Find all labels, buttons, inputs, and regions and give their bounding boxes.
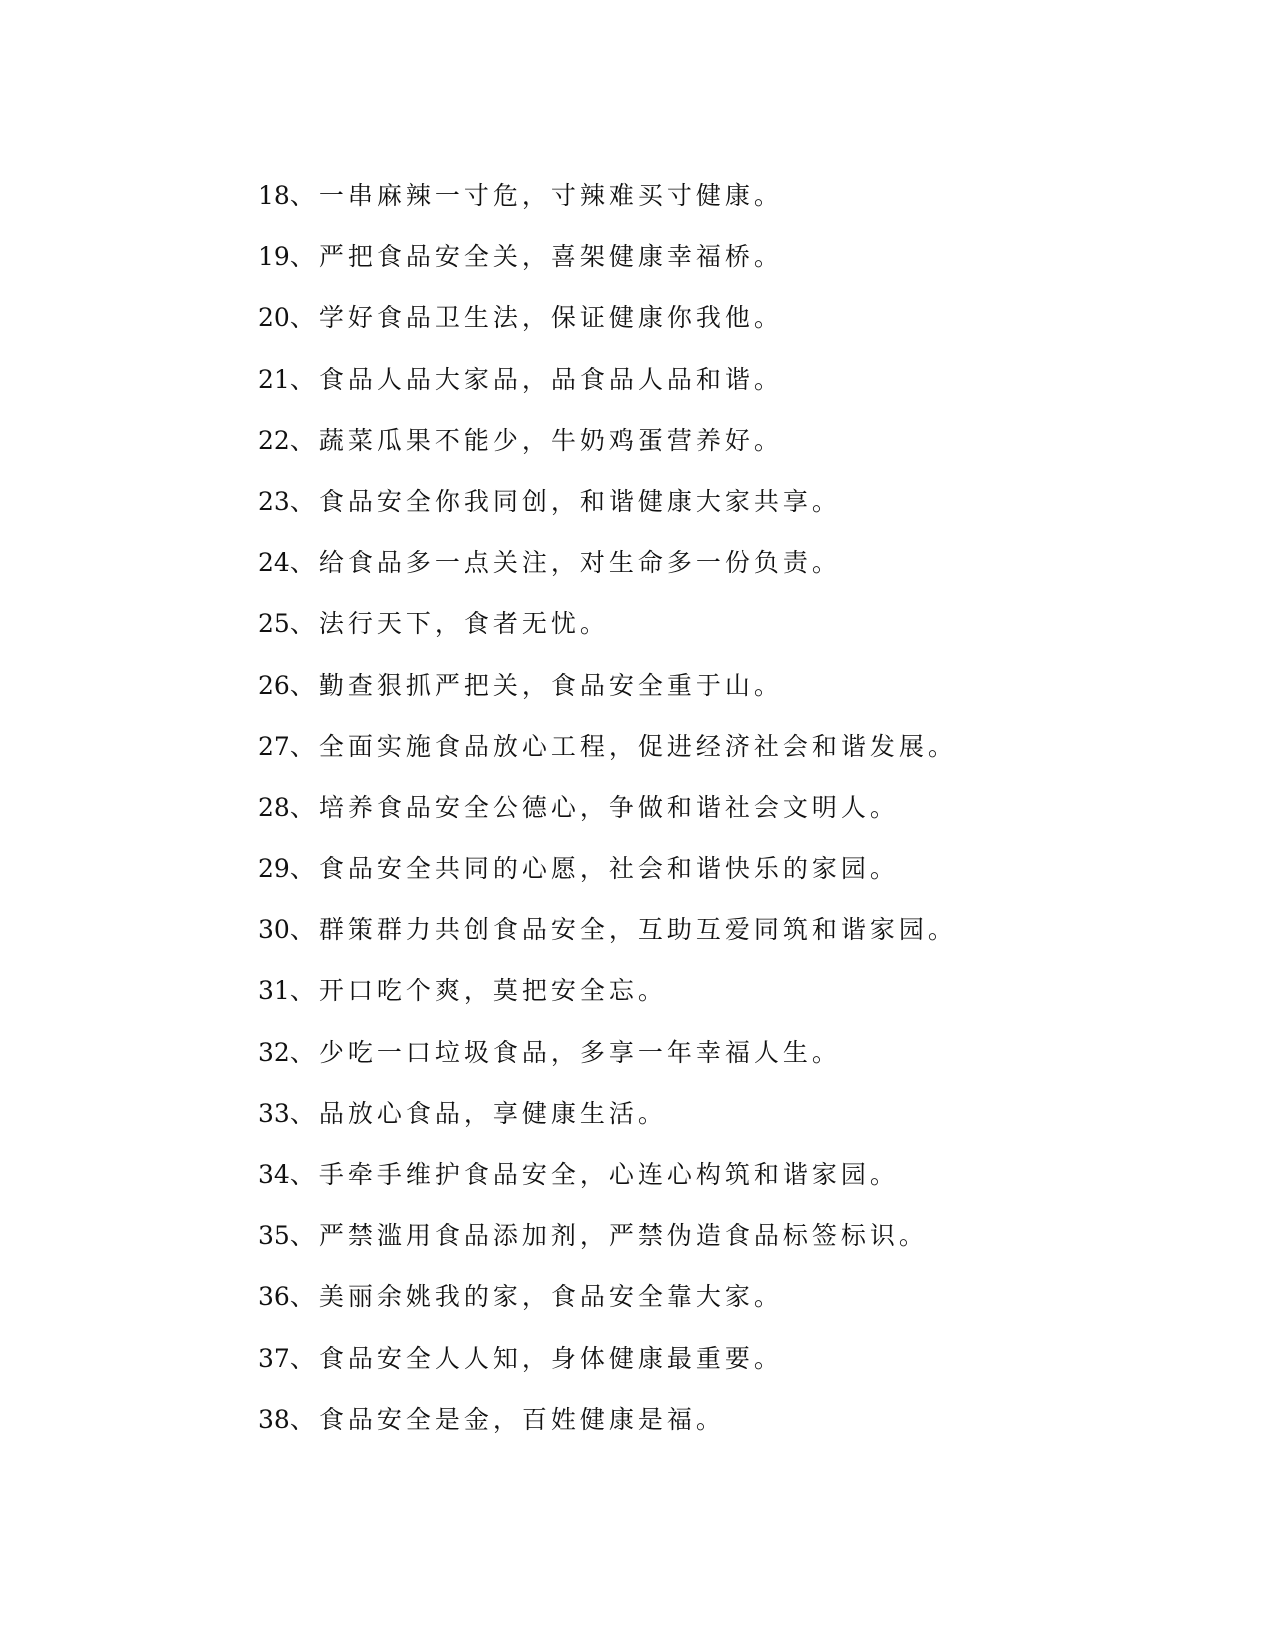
item-number: 30: [258, 915, 290, 945]
item-number: 34: [258, 1160, 290, 1189]
item-text: 、一串麻辣一寸危，寸辣难买寸健康。: [289, 181, 783, 210]
item-text: 、法行天下，食者无忧。: [289, 609, 609, 639]
item-number: 28: [258, 792, 290, 822]
item-text: 、全面实施食品放心工程，促进经济社会和谐发展。: [289, 731, 957, 761]
list-item: [258, 1022, 1158, 1083]
item-number: 21: [258, 364, 290, 394]
list-item: [258, 349, 1158, 410]
list-item: [258, 165, 1158, 226]
item-number: 35: [258, 1221, 290, 1251]
item-number: 38: [258, 1404, 290, 1434]
item-number: 27: [258, 731, 290, 761]
item-text: 、群策群力共创食品安全，互助互爱同筑和谐家园。: [289, 915, 957, 945]
item-text: 、开口吃个爽，莫把安全忘。: [289, 976, 667, 1006]
item-number: 22: [258, 425, 290, 455]
list-item: [258, 532, 1158, 593]
item-number: 29: [258, 854, 290, 884]
item-text: 、食品安全你我同创，和谐健康大家共享。: [289, 486, 841, 516]
item-text: 、美丽余姚我的家，食品安全靠大家。: [289, 1282, 783, 1312]
list-item: [258, 1389, 1158, 1450]
list-item: [258, 838, 1158, 899]
list-item: [258, 226, 1158, 287]
item-text: 、蔬菜瓜果不能少，牛奶鸡蛋营养好。: [289, 425, 783, 455]
item-number: 37: [258, 1343, 290, 1373]
list-item: [258, 287, 1158, 348]
item-text: 、少吃一口垃圾食品，多享一年幸福人生。: [289, 1037, 841, 1067]
item-number: 26: [258, 670, 290, 700]
list-item: [258, 1083, 1158, 1144]
item-text: 、食品安全是金，百姓健康是福。: [289, 1404, 725, 1434]
list-item: [258, 1144, 1158, 1205]
list-item: [258, 1266, 1158, 1327]
item-text: 、给食品多一点关注，对生命多一份负责。: [289, 548, 841, 578]
item-text: 、品放心食品，享健康生活。: [289, 1098, 667, 1128]
item-text: 、勤查狠抓严把关，食品安全重于山。: [289, 670, 783, 700]
item-number: 25: [258, 609, 290, 639]
list-item: [258, 899, 1158, 960]
item-text: 、严禁滥用食品添加剂，严禁伪造食品标签标识。: [289, 1221, 928, 1251]
item-text: 、食品人品大家品，品食品人品和谐。: [289, 364, 783, 394]
item-text: 、学好食品卫生法，保证健康你我他。: [289, 303, 783, 333]
item-number: 24: [258, 548, 290, 578]
item-number: 23: [258, 486, 290, 516]
item-number: 19: [258, 242, 290, 272]
list-item: [258, 655, 1158, 716]
slogan-list: [258, 165, 1158, 1450]
item-text: 、培养食品安全公德心，争做和谐社会文明人。: [289, 792, 899, 822]
item-number: 18: [258, 181, 290, 210]
item-text: 、严把食品安全关，喜架健康幸福桥。: [289, 242, 783, 272]
list-item: [258, 471, 1158, 532]
item-number: 20: [258, 303, 290, 333]
list-item: [258, 1328, 1158, 1389]
item-text: 、食品安全共同的心愿，社会和谐快乐的家园。: [289, 854, 899, 884]
item-text: 、手牵手维护食品安全，心连心构筑和谐家园。: [289, 1160, 899, 1189]
item-number: 33: [258, 1098, 290, 1128]
item-number: 36: [258, 1282, 290, 1312]
item-text: 、食品安全人人知，身体健康最重要。: [289, 1343, 783, 1373]
item-number: 31: [258, 976, 290, 1006]
list-item: [258, 716, 1158, 777]
item-number: 32: [258, 1037, 290, 1067]
list-item: [258, 1205, 1158, 1266]
list-item: [258, 410, 1158, 471]
list-item: [258, 777, 1158, 838]
list-item: [258, 960, 1158, 1021]
list-item: [258, 593, 1158, 654]
